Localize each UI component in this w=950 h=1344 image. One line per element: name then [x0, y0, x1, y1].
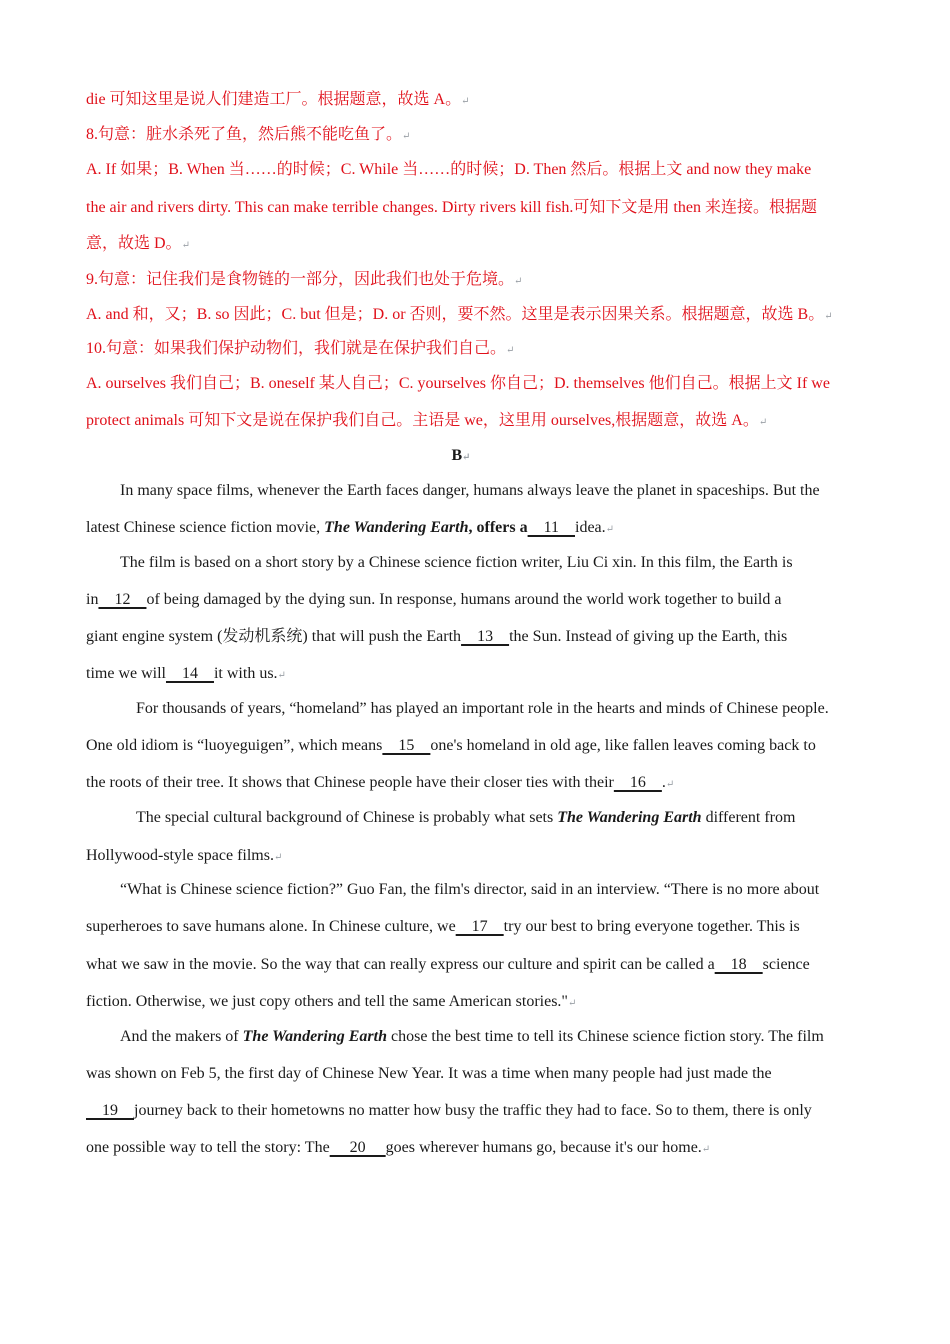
p3-l3-a: the roots of their tree. It shows that Chinese people have their closer ties with their	[86, 774, 614, 791]
p6-line-3	[86, 1101, 812, 1121]
p3-l2-a: One old idiom is “luoyeguigen”, which means	[86, 737, 383, 754]
answer-7-tail-text: die 可知这里是说人们建造工厂。根据题意，故选 A。	[86, 91, 462, 108]
section-heading-text: B	[451, 447, 463, 464]
answer-10-line-2-text: protect animals 可知下文是说在保护我们自己。主语是 we，这里用 ourselves,根据题意，故选 A。	[86, 412, 759, 429]
answer-8-line-3: 意，故选 D。↵	[86, 235, 190, 252]
answer-10-line-2: protect animals 可知下文是说在保护我们自己。主语是 we，这里用 ourselves,根据题意，故选 A。↵	[86, 412, 768, 429]
answer-7-tail: die 可知这里是说人们建造工厂。根据题意，故选 A。↵	[86, 91, 470, 108]
movie-title: The Wandering Earth	[557, 809, 702, 826]
p5-l2-a: superheroes to save humans alone. In Chinese culture, we	[86, 918, 456, 935]
p5-line-2	[86, 917, 800, 937]
blank-11[interactable]: 11	[527, 519, 575, 536]
blank-20[interactable]: 20	[329, 1139, 386, 1156]
answer-10-meaning: 10.句意：如果我们保护动物们，我们就是在保护我们自己。↵	[86, 340, 515, 357]
blank-15[interactable]: 15	[382, 737, 431, 754]
p6-l4-a: one possible way to tell the story: The	[86, 1139, 330, 1156]
blank-16[interactable]: 16	[613, 774, 662, 791]
p2-line-4: time we will 14 it with us.↵	[86, 665, 286, 682]
p2-l3-a: giant engine system (发动机系统) that will push the Earth	[86, 628, 462, 645]
p4-line-1	[136, 808, 795, 828]
answer-8-meaning: 8.句意：脏水杀死了鱼，然后熊不能吃鱼了。↵	[86, 126, 411, 143]
p5-l3-b: science	[762, 956, 810, 973]
p2-l4-b: it with us.	[213, 665, 278, 682]
answer-10-meaning-text: 10.句意：如果我们保护动物们，我们就是在保护我们自己。	[86, 340, 507, 357]
p1-l2-a: latest Chinese science fiction movie,	[86, 519, 325, 536]
section-heading: B↵	[451, 447, 471, 464]
p2-line-2	[86, 590, 781, 610]
blank-17[interactable]: 17	[455, 918, 504, 935]
p2-l4-a: time we will	[86, 665, 166, 682]
answer-8-meaning-text: 8.句意：脏水杀死了鱼，然后熊不能吃鱼了。	[86, 126, 403, 143]
answer-9-meaning-text: 9.句意：记住我们是食物链的一部分，因此我们也处于危境。	[86, 271, 515, 288]
p6-l3-text: journey back to their hometowns no matter how busy the traffic they had to face. So to them, there is only	[134, 1102, 812, 1119]
p3-line-1: For thousands of years, “homeland” has played an important role in the hearts and minds of Chinese people.	[136, 700, 829, 717]
answer-8-line-2: the air and rivers dirty. This can make terrible changes. Dirty rivers kill fish.可知下文是用 then 来连接。根据题	[86, 199, 817, 216]
p5-line-1: “What is Chinese science fiction?” Guo Fan, the film's director, said in an interview. “There is no more about	[120, 881, 820, 898]
p4-l2-text: Hollywood-style space films.	[86, 847, 274, 864]
p1-l2-b: , offers a	[468, 519, 528, 536]
p2-line-3	[86, 627, 787, 647]
blank-13[interactable]: 13	[461, 628, 510, 645]
answer-9-line-1-text: A. and 和，又；B. so 因此；C. but 但是；D. or 否则，要不然。这里是表示因果关系。根据题意，故选 B。	[86, 306, 825, 323]
p5-l4-text: fiction. Otherwise, we just copy others and tell the same American stories."	[86, 993, 568, 1010]
blank-18[interactable]: 18	[714, 956, 763, 973]
p6-line-4: one possible way to tell the story: The 20 goes wherever humans go, because it's our home.↵	[86, 1139, 711, 1156]
p2-l2-b: of being damaged by the dying sun. In response, humans around the world work together to build a	[146, 591, 782, 608]
p6-l1-a: And the makers of	[120, 1028, 243, 1045]
p1-line-1: In many space films, whenever the Earth faces danger, humans always leave the planet in spaceships. But the	[120, 482, 820, 499]
answer-8-line-3-text: 意，故选 D。	[86, 235, 182, 252]
blank-14[interactable]: 14	[165, 665, 214, 682]
p2-line-1: The film is based on a short story by a Chinese science fiction writer, Liu Ci xin. In this film, the Earth is	[120, 554, 793, 571]
p5-line-4: fiction. Otherwise, we just copy others and tell the same American stories."↵	[86, 993, 577, 1010]
answer-9-line-1: A. and 和，又；B. so 因此；C. but 但是；D. or 否则，要不然。这里是表示因果关系。根据题意，故选 B。↵	[86, 306, 833, 323]
p3-line-3: the roots of their tree. It shows that Chinese people have their closer ties with their 16 .↵	[86, 774, 675, 791]
p5-line-3	[86, 955, 810, 975]
movie-title: The Wandering Earth	[324, 519, 469, 536]
answer-9-meaning: 9.句意：记住我们是食物链的一部分，因此我们也处于危境。↵	[86, 271, 523, 288]
p6-line-2: was shown on Feb 5, the first day of Chinese New Year. It was a time when many people had just made the	[86, 1065, 772, 1082]
answer-10-line-1: A. ourselves 我们自己；B. oneself 某人自己；C. yourselves 你自己；D. themselves 他们自己。根据上文 If we	[86, 375, 830, 392]
p3-line-2	[86, 736, 816, 756]
p6-l4-b: goes wherever humans go, because it's our home.	[385, 1139, 702, 1156]
p4-line-2: Hollywood-style space films.↵	[86, 847, 283, 864]
p6-line-1	[120, 1027, 824, 1047]
answer-8-line-1: A. If 如果；B. When 当……的时候；C. While 当……的时候；D. Then 然后。根据上文 and now they make	[86, 161, 812, 178]
p1-l2-c: idea.	[575, 519, 606, 536]
blank-12[interactable]: 12	[98, 591, 147, 608]
p4-l1-a: The special cultural background of Chinese is probably what sets	[136, 809, 558, 826]
p3-l3-b: .	[661, 774, 666, 791]
p5-l2-b: try our best to bring everyone together. This is	[503, 918, 800, 935]
p3-l2-b: one's homeland in old age, like fallen leaves coming back to	[430, 737, 816, 754]
blank-19[interactable]: 19	[86, 1102, 134, 1119]
p6-l1-b: chose the best time to tell its Chinese science fiction story. The film	[386, 1028, 824, 1045]
p2-l2-a: in	[86, 591, 99, 608]
movie-title: The Wandering Earth	[242, 1028, 387, 1045]
p4-l1-b: different from	[701, 809, 796, 826]
p5-l3-a: what we saw in the movie. So the way that can really express our culture and spirit can be called a	[86, 956, 715, 973]
p2-l3-b: the Sun. Instead of giving up the Earth, this	[509, 628, 788, 645]
p1-line-2: latest Chinese science fiction movie, The Wandering Earth, offers a 11 idea.↵	[86, 519, 615, 536]
